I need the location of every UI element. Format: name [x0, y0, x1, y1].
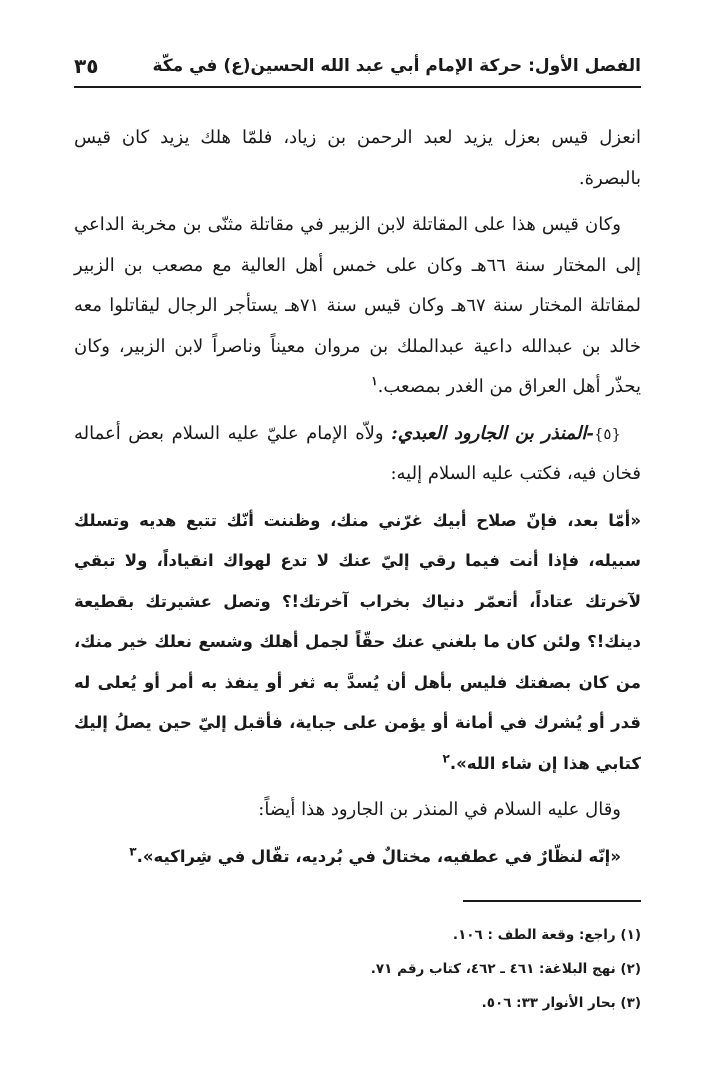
page-number: ٣٥ [74, 54, 99, 78]
footnotes [74, 918, 641, 1020]
footnote-ref-2[interactable]: ٢ [442, 751, 450, 765]
footnote-divider [463, 900, 641, 902]
letter-quote-text: «أمّا بعد، فإنّ صلاح أبيك غرّني منك، وظننت أنّك تتبع هديه وتسلك سبيله، فإذا أنت فيما رقي إليّ عنك لا تدع لهواك انقياداً، ولا تبقي لآخرتك عتاداً، أتعمّر دنياك بخراب آخرتك!؟ وتصل عشيرتك بقطيعة دينك!؟ ولئن كان ما بلغني عنك حقّاً لجمل أهلك وشسع نعلك خير منك، من كان بصفتك فليس بأهل أن يُسدَّ به ثغر أو ينفذ به أمر أو يُعلى له قدر أو يُشرك في أمانة أو يؤمن على جباية، فأقبل إليّ حين يصلُ إليك كتابي هذا إن شاء الله». [74, 510, 641, 773]
paragraph-1: انعزل قيس بعزل يزيد لعبد الرحمن بن زياد، فلمّا هلك يزيد كان قيس بالبصرة. [74, 127, 641, 189]
item-number-marker: {٥} [593, 424, 621, 443]
saying-quote [74, 837, 641, 878]
footnote-2: (٢) نهج البلاغة: ٤٦١ ـ ٤٦٢، كتاب رقم ٧١. [370, 961, 641, 977]
letter-quote [74, 501, 641, 785]
paragraph-2 [74, 205, 641, 408]
page-header [74, 46, 641, 88]
footnote-3: (٣) بحار الأنوار ٣٣: ٥٠٦. [481, 995, 641, 1011]
running-title: الفصل الأول: حركة الإمام أبي عبد الله الحسين(ع) في مكّة [152, 56, 641, 76]
person-name: -المنذر بن الجارود العبدي: [391, 422, 594, 444]
footnote-ref-3[interactable]: ٣ [129, 844, 137, 858]
body-text [74, 118, 641, 883]
saying-quote-text: «إنّه لنظّارٌ في عطفيه، مختالٌ في بُرديه، تفّال في شِراكيه». [136, 846, 621, 866]
footnote-ref-1[interactable]: ١ [371, 374, 378, 388]
paragraph-3 [74, 414, 641, 495]
paragraph-3-text: ولاّه الإمام عليّ عليه السلام بعض أعماله فخان فيه، فكتب عليه السلام إليه: [74, 422, 641, 484]
paragraph-4: وقال عليه السلام في المنذر بن الجارود هذا أيضاً: [258, 799, 621, 820]
footnote-1: (١) راجع: وقعة الطف : ١٠٦. [452, 927, 641, 943]
paragraph-2-text: وكان قيس هذا على المقاتلة لابن الزبير في مقاتلة مثنّى بن مخربة الداعي إلى المختار سنة ٦٦هـ وكان على خمس أهل العالية مع مصعب بن الزبير لمقاتلة المختار سنة ٦٧هـ وكان قيس سنة ٧١هـ يستأجر الرجال ليقاتلوا معه خالد بن عبدالله داعية عبدالملك بن مروان معيناً وناصراً لابن الزبير، وكان يحذّر أهل العراق من الغدر بمصعب. [74, 214, 641, 397]
